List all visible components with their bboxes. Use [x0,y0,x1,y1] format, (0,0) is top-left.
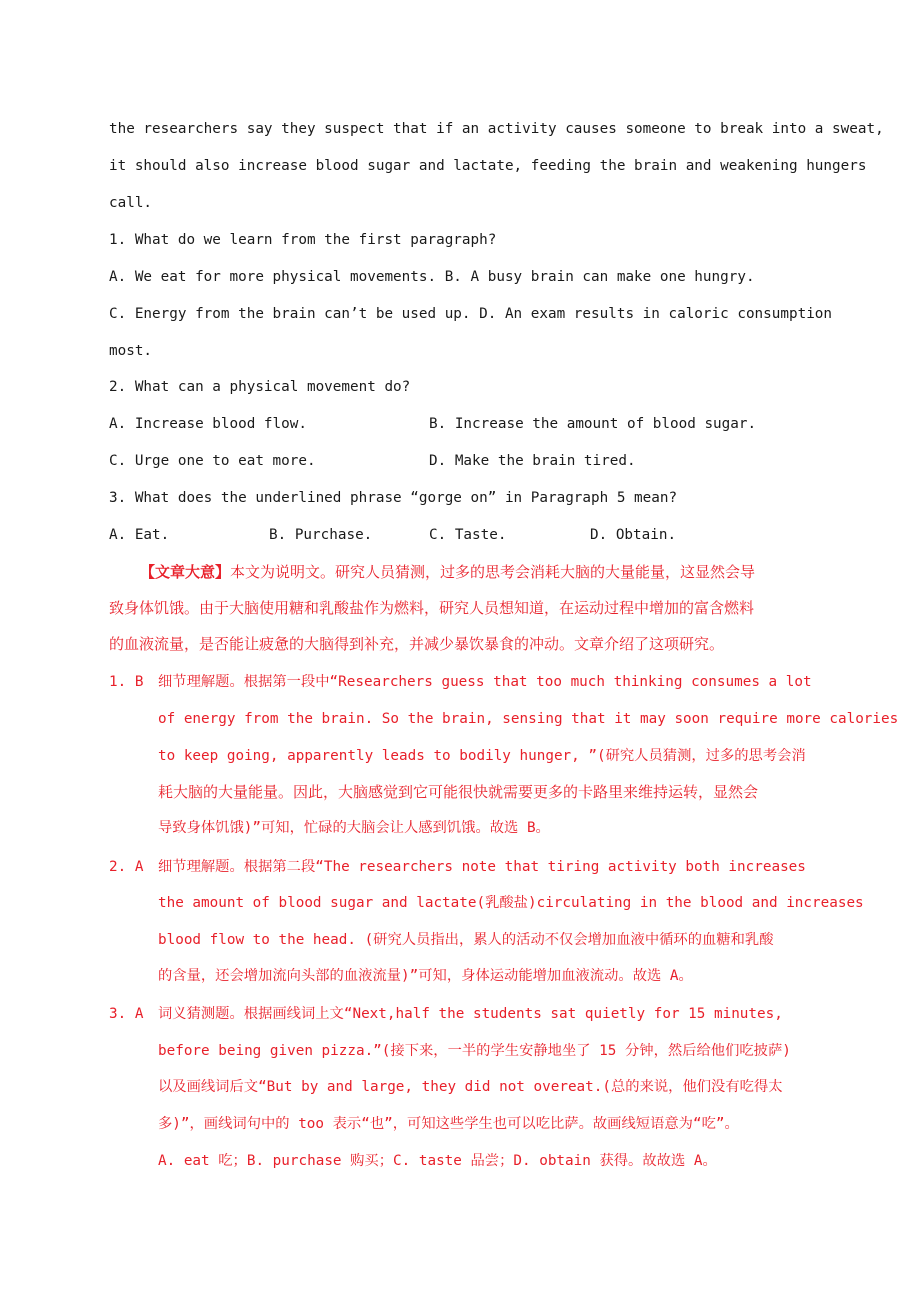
summary-line-1 [140,562,814,582]
answer-1-line-5: 导致身体饥饿)”可知，忙碌的大脑会让人感到饥饿。故选 B。 [158,820,550,836]
answer-3-line-1 [109,1004,814,1024]
answer-2-line-3: blood flow to the head. (研究人员指出，累人的活动不仅会增加血液中循环的血糖和乳酸 [158,932,774,948]
question-2-option-b: B. Increase the amount of blood sugar. [429,416,757,432]
question-2-stem: 2. What can a physical movement do? [109,379,411,395]
answer-1-line-1 [109,672,814,692]
question-3-option-c: C. Taste. [429,527,507,543]
answer-2-line-1 [109,857,814,877]
question-1-options-cd: C. Energy from the brain can’t be used up. D. An exam results in caloric consumption [109,306,833,322]
answer-3-line-4: 多)”，画线词句中的 too 表示“也”，可知这些学生也可以吃比萨。故画线短语意为“吃”。 [158,1116,739,1132]
passage-line-3: call. [109,195,153,211]
question-1-options-ab: A. We eat for more physical movements. B. A busy brain can make one hungry. [109,269,755,285]
question-2-options-ab [109,414,814,434]
answer-3-number: 3. A [109,1006,144,1022]
summary-line-3: 的血液流量，是否能让疲惫的大脑得到补充，并减少暴饮暴食的冲动。文章介绍了这项研究。 [109,635,725,653]
answer-2-line-4: 的含量，还会增加流向头部的血液流量)”可知，身体运动能增加血液流动。故选 A。 [158,968,693,984]
answer-2-line-2: the amount of blood sugar and lactate(乳酸盐)circulating in the blood and increases [158,895,864,911]
question-2-option-d: D. Make the brain tired. [429,453,636,469]
question-2-option-a: A. Increase blood flow. [109,416,307,432]
passage-line-1: the researchers say they suspect that if an activity causes someone to break into a sweat, [109,121,884,137]
question-2-options-cd [109,451,814,471]
summary-text-1: 本文为说明文。研究人员猜测，过多的思考会消耗大脑的大量能量，这显然会导 [230,563,756,581]
answer-1-line-4: 耗大脑的大量能量。因此，大脑感觉到它可能很快就需要更多的卡路里来维持运转，显然会 [158,783,759,801]
question-3-option-b: B. Purchase. [269,527,373,543]
summary-label: 【文章大意】 [140,563,231,581]
answer-3-line-2: before being given pizza.”(接下来，一半的学生安静地坐了 15 分钟，然后给他们吃披萨) [158,1043,791,1059]
answer-3-line-3: 以及画线词后文“But by and large, they did not overeat.(总的来说，他们没有吃得太 [158,1079,783,1095]
question-3-option-a: A. Eat. [109,527,170,543]
answer-3-line-5: A. eat 吃；B. purchase 购买；C. taste 品尝；D. obtain 获得。故故选 A。 [158,1153,717,1169]
answer-3-text-1: 词义猜测题。根据画线词上文“Next,half the students sat quietly for 15 minutes, [158,1006,783,1022]
answer-2-number: 2. A [109,859,144,875]
answer-1-text-1: 细节理解题。根据第一段中“Researchers guess that too much thinking consumes a lot [158,674,812,690]
summary-line-2: 致身体饥饿。由于大脑使用糖和乳酸盐作为燃料，研究人员想知道，在运动过程中增加的富含燃料 [109,599,755,617]
answer-1-number: 1. B [109,674,144,690]
question-1-options-cd-cont: most. [109,343,153,359]
question-3-stem: 3. What does the underlined phrase “gorge on” in Paragraph 5 mean? [109,490,678,506]
question-3-option-d: D. Obtain. [590,527,677,543]
passage-line-2: it should also increase blood sugar and lactate, feeding the brain and weakening hungers [109,158,867,174]
answer-1-line-3: to keep going, apparently leads to bodily hunger, ”(研究人员猜测，过多的思考会消 [158,748,806,764]
answer-2-text-1: 细节理解题。根据第二段“The researchers note that tiring activity both increases [158,859,806,875]
question-2-option-c: C. Urge one to eat more. [109,453,316,469]
answer-1-line-2: of energy from the brain. So the brain, sensing that it may soon require more calories [158,711,899,727]
question-3-options [109,525,814,545]
question-1-stem: 1. What do we learn from the first paragraph? [109,232,497,248]
